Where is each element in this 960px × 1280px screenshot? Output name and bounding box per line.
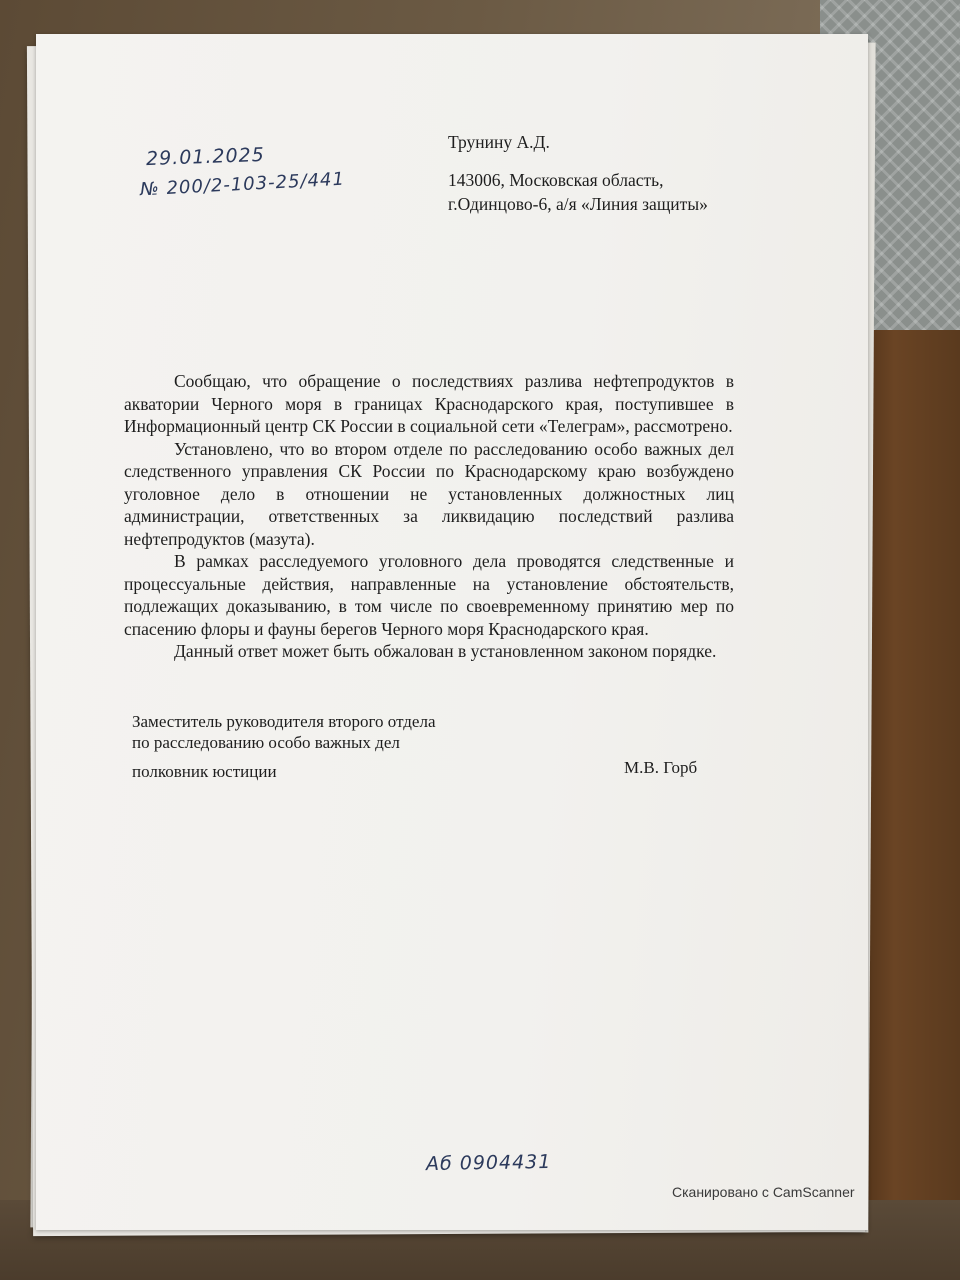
body-paragraph: В рамках расследуемого уголовного дела проводятся следственные и процессуальные действия, направленные на установление обстоятельств, подлежащих доказыванию, в том числе по своевременному принятию мер по спасению флоры и фауны берегов Черного моря Краснодарского края. <box>124 551 734 639</box>
signer-rank: полковник юстиции <box>132 762 277 781</box>
letter-page <box>36 34 868 1230</box>
signer-name: М.В. Горб <box>624 758 698 777</box>
recipient-address-line2: г.Одинцово-6, а/я «Линия защиты» <box>448 194 708 214</box>
handwritten-registration-number: № 200/2-103-25/441 <box>139 168 346 201</box>
recipient-name: Трунину А.Д. <box>448 132 550 152</box>
letter-body <box>124 370 734 663</box>
handwritten-date: 29.01.2025 <box>145 143 266 171</box>
handwritten-form-number: Аб 0904431 <box>425 1150 552 1176</box>
body-paragraph: Сообщаю, что обращение о последствиях разлива нефтепродуктов в акватории Черного моря в границах Краснодарского края, поступившее в Информационный центр СК России в социальной сети «Телеграм», рассмотрено. <box>124 371 734 436</box>
signer-position-line1: Заместитель руководителя второго отдела <box>132 712 436 731</box>
signer-position <box>132 711 436 753</box>
signer-position-line2: по расследованию особо важных дел <box>132 733 400 752</box>
recipient-block <box>448 130 708 216</box>
scanner-watermark: Сканировано с CamScanner <box>672 1184 855 1200</box>
body-paragraph: Данный ответ может быть обжалован в установленном законом порядке. <box>174 641 717 661</box>
recipient-address-line1: 143006, Московская область, <box>448 170 664 190</box>
body-paragraph: Установлено, что во втором отделе по расследованию особо важных дел следственного управления СК России по Краснодарскому краю возбуждено уголовное дело в отношении не установленных должностных лиц администрации, ответственных за ликвидацию последствий разлива нефтепродуктов (мазута). <box>124 438 734 549</box>
